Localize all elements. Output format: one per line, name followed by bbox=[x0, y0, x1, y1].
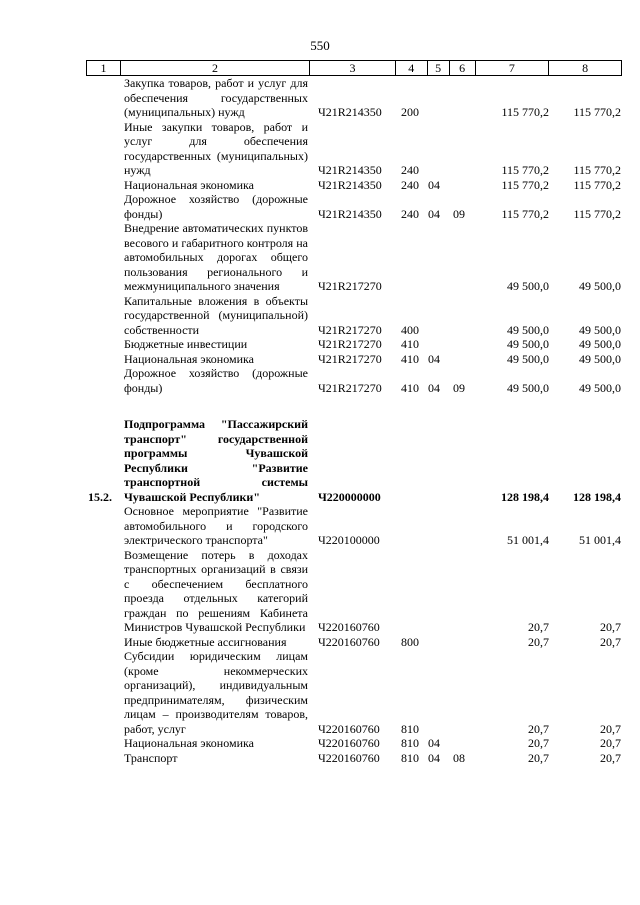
row-amount-col7: 51 001,4 bbox=[507, 533, 549, 547]
row-amount-col8: 49 500,0 bbox=[579, 380, 621, 395]
row-code: Ч220000000 bbox=[318, 489, 381, 504]
row-code: Ч220160760 bbox=[318, 721, 380, 736]
row-expense-type: 810 bbox=[401, 721, 419, 736]
table-row bbox=[86, 178, 622, 193]
row-expense-type: 800 bbox=[401, 634, 419, 649]
row-code: Ч21R214350 bbox=[318, 177, 382, 192]
row-amount-col7: 128 198,4 bbox=[501, 489, 549, 504]
row-section: 04 bbox=[428, 206, 440, 221]
row-amount-col8: 20,7 bbox=[600, 750, 621, 765]
row-code: Ч21R214350 bbox=[318, 206, 382, 221]
row-code: Ч21R217270 bbox=[318, 322, 382, 337]
row-name: Иные бюджетные ассигнования bbox=[124, 634, 287, 649]
row-amount-col8: 115 770,2 bbox=[573, 177, 621, 192]
row-code: Ч21R214350 bbox=[318, 105, 382, 119]
row-amount-col7: 49 500,0 bbox=[507, 351, 549, 366]
row-amount-col7: 20,7 bbox=[528, 634, 549, 649]
row-amount-col8: 115 770,2 bbox=[573, 105, 621, 119]
row-amount-col8: 115 770,2 bbox=[573, 206, 621, 221]
row-expense-type: 400 bbox=[401, 322, 419, 337]
row-amount-col8: 115 770,2 bbox=[573, 163, 621, 177]
row-amount-col8: 49 500,0 bbox=[579, 279, 621, 293]
table-body bbox=[86, 76, 622, 765]
row-name: Транспорт bbox=[124, 750, 178, 765]
row-subsection: 08 bbox=[453, 750, 465, 765]
row-name: Национальная экономика bbox=[124, 177, 254, 192]
row-amount-col8: 20,7 bbox=[600, 721, 621, 736]
table-row bbox=[86, 751, 622, 766]
row-number: 15.2. bbox=[88, 489, 112, 504]
row-section: 04 bbox=[428, 177, 440, 192]
page-number: 550 bbox=[310, 38, 330, 53]
table-row bbox=[86, 736, 622, 751]
table-row bbox=[86, 548, 622, 635]
row-amount-col7: 49 500,0 bbox=[507, 322, 549, 337]
row-amount-col8: 51 001,4 bbox=[579, 533, 621, 547]
row-name: Внедрение автоматических пунктов весового и габаритного контроля на автомобильных дорогах общего пользования регионального и межмуниципального значения bbox=[124, 221, 308, 293]
table-row bbox=[86, 221, 622, 294]
row-section: 04 bbox=[428, 380, 440, 395]
row-amount-col7: 20,7 bbox=[528, 620, 549, 634]
header-col-5: 5 bbox=[428, 61, 450, 75]
row-amount-col7: 49 500,0 bbox=[507, 337, 549, 351]
table-header bbox=[86, 60, 622, 76]
row-code: Ч220160760 bbox=[318, 736, 380, 750]
row-name: Подпрограмма "Пассажирский транспорт" государственной программы Чувашской Республики "Развитие транспортной системы Чувашской Республики" bbox=[124, 417, 308, 504]
row-amount-col7: 49 500,0 bbox=[507, 279, 549, 293]
row-expense-type: 410 bbox=[401, 351, 419, 366]
row-name: Субсидии юридическим лицам (кроме некоммерческих организаций), индивидуальным предпринимателям, физическим лицам – производителям товаров, работ, услуг bbox=[124, 649, 308, 736]
row-expense-type: 240 bbox=[401, 177, 419, 192]
row-name: Иные закупки товаров, работ и услуг для обеспечения государственных (муниципальных) нужд bbox=[124, 119, 308, 177]
row-section: 04 bbox=[428, 351, 440, 366]
row-name: Бюджетные инвестиции bbox=[124, 337, 248, 351]
row-code: Ч220100000 bbox=[318, 533, 380, 547]
row-name: Национальная экономика bbox=[124, 351, 254, 366]
row-amount-col7: 20,7 bbox=[528, 736, 549, 750]
row-amount-col7: 115 770,2 bbox=[501, 206, 549, 221]
row-name: Дорожное хозяйство (дорожные фонды) bbox=[124, 192, 308, 221]
table-row bbox=[86, 294, 622, 338]
row-name: Основное мероприятие "Развитие автомобильного и городского электрического транспорта" bbox=[124, 504, 308, 547]
row-section: 04 bbox=[428, 750, 440, 765]
row-expense-type: 200 bbox=[401, 105, 419, 119]
header-col-3: 3 bbox=[310, 61, 396, 75]
header-col-4: 4 bbox=[396, 61, 428, 75]
table-row bbox=[86, 192, 622, 221]
row-amount-col7: 115 770,2 bbox=[501, 163, 549, 177]
table-row bbox=[86, 352, 622, 367]
table-row bbox=[86, 417, 622, 504]
row-amount-col7: 115 770,2 bbox=[501, 177, 549, 192]
row-name: Закупка товаров, работ и услуг для обеспечения государственных (муниципальных) нужд bbox=[124, 76, 308, 119]
row-code: Ч220160760 bbox=[318, 634, 380, 649]
header-col-1: 1 bbox=[87, 61, 121, 75]
row-section: 04 bbox=[428, 736, 440, 750]
table-row bbox=[86, 649, 622, 736]
row-expense-type: 410 bbox=[401, 337, 419, 351]
row-code: Ч21R217270 bbox=[318, 380, 382, 395]
row-name: Дорожное хозяйство (дорожные фонды) bbox=[124, 366, 308, 395]
row-amount-col8: 20,7 bbox=[600, 620, 621, 634]
row-code: Ч220160760 bbox=[318, 750, 380, 765]
row-expense-type: 410 bbox=[401, 380, 419, 395]
row-expense-type: 810 bbox=[401, 750, 419, 765]
table-row bbox=[86, 76, 622, 120]
row-code: Ч21R217270 bbox=[318, 279, 382, 293]
row-amount-col8: 20,7 bbox=[600, 634, 621, 649]
header-col-8: 8 bbox=[582, 61, 589, 75]
row-amount-col7: 49 500,0 bbox=[507, 380, 549, 395]
row-code: Ч21R214350 bbox=[318, 163, 382, 177]
row-amount-col7: 20,7 bbox=[528, 750, 549, 765]
row-expense-type: 240 bbox=[401, 163, 419, 177]
row-amount-col7: 20,7 bbox=[528, 721, 549, 736]
row-code: Ч21R217270 bbox=[318, 351, 382, 366]
row-amount-col7: 115 770,2 bbox=[501, 105, 549, 119]
row-amount-col8: 49 500,0 bbox=[579, 351, 621, 366]
row-amount-col8: 20,7 bbox=[600, 736, 621, 750]
table-row bbox=[86, 366, 622, 395]
table-row bbox=[86, 504, 622, 548]
row-code: Ч21R217270 bbox=[318, 337, 382, 351]
header-col-2: 2 bbox=[121, 61, 310, 75]
row-expense-type: 810 bbox=[401, 736, 419, 750]
table-row bbox=[86, 635, 622, 650]
row-amount-col8: 49 500,0 bbox=[579, 337, 621, 351]
table-row bbox=[86, 337, 622, 352]
row-name: Возмещение потерь в доходах транспортных организаций в связи с обеспечением бесплатного проезда отдельных категорий граждан по решениям Кабинета Министров Чувашской Республики bbox=[124, 547, 308, 634]
row-name: Капитальные вложения в объекты государственной (муниципальной) собственности bbox=[124, 293, 308, 337]
row-amount-col8: 128 198,4 bbox=[573, 489, 621, 504]
table-row bbox=[86, 120, 622, 178]
header-col-7: 7 bbox=[476, 61, 550, 75]
row-name: Национальная экономика bbox=[124, 736, 254, 750]
row-subsection: 09 bbox=[453, 380, 465, 395]
budget-table bbox=[86, 60, 622, 765]
row-code: Ч220160760 bbox=[318, 620, 380, 634]
row-gap bbox=[86, 395, 622, 417]
row-expense-type: 240 bbox=[401, 206, 419, 221]
header-col-6: 6 bbox=[450, 61, 476, 75]
row-amount-col8: 49 500,0 bbox=[579, 322, 621, 337]
row-subsection: 09 bbox=[453, 206, 465, 221]
